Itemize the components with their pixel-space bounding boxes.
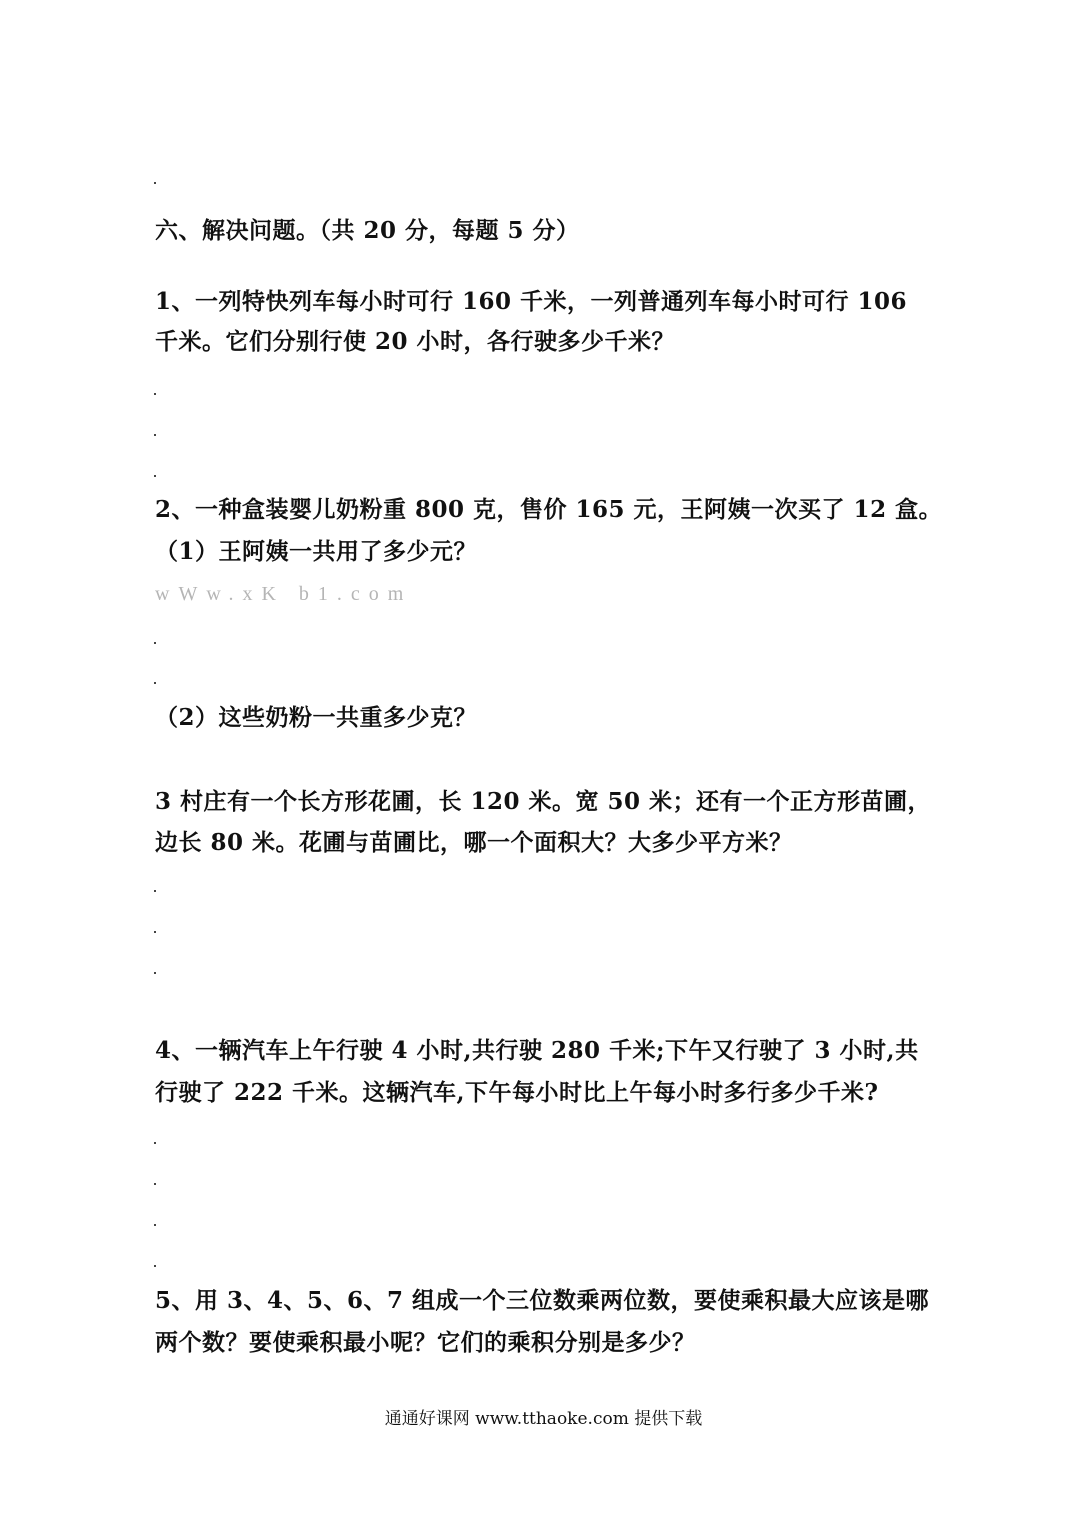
margin-mark: [154, 642, 156, 644]
question-2-sub-1: （1）王阿姨一共用了多少元？: [155, 538, 478, 565]
margin-mark: [154, 475, 156, 477]
margin-mark: [154, 931, 156, 933]
section-title: 六、解决问题。（共 20 分，每题 5 分）: [155, 217, 580, 244]
question-4-line-2: 行驶了 222 千米。这辆汽车,下午每小时比上午每小时多行多少千米?: [155, 1079, 879, 1106]
question-3-line-1: 3 村庄有一个长方形花圃，长 120 米。宽 50 米；还有一个正方形苗圃，: [155, 788, 932, 815]
question-1-line-2: 千米。它们分别行使 20 小时，各行驶多少千米？: [155, 328, 676, 355]
margin-mark: [154, 1183, 156, 1185]
margin-mark: [154, 1142, 156, 1144]
margin-mark: [154, 393, 156, 395]
margin-mark: [154, 682, 156, 684]
page-footer: 通通好课网 www.tthaoke.com 提供下载: [384, 1409, 703, 1429]
question-5-line-1: 5、用 3、4、5、6、7 组成一个三位数乘两位数，要使乘积最大应该是哪: [155, 1287, 930, 1314]
margin-mark: [154, 890, 156, 892]
question-2-sub-2: （2）这些奶粉一共重多少克？: [155, 704, 478, 731]
question-4-line-1: 4、一辆汽车上午行驶 4 小时,共行驶 280 千米;下午又行驶了 3 小时,共: [155, 1037, 919, 1064]
question-5-line-2: 两个数？要使乘积最小呢？它们的乘积分别是多少？: [155, 1329, 696, 1356]
margin-mark: [154, 1265, 156, 1267]
question-1-line-1: 1、一列特快列车每小时可行 160 千米，一列普通列车每小时可行 106: [155, 288, 908, 315]
watermark-text: wWw.xK b1.com: [155, 583, 413, 605]
margin-mark: [154, 972, 156, 974]
margin-mark: [154, 182, 156, 184]
margin-mark: [154, 1224, 156, 1226]
question-2-line-1: 2、一种盒装婴儿奶粉重 800 克，售价 165 元，王阿姨一次买了 12 盒。: [155, 496, 943, 523]
margin-mark: [154, 434, 156, 436]
question-3-line-2: 边长 80 米。花圃与苗圃比，哪一个面积大？大多少平方米？: [155, 829, 793, 856]
